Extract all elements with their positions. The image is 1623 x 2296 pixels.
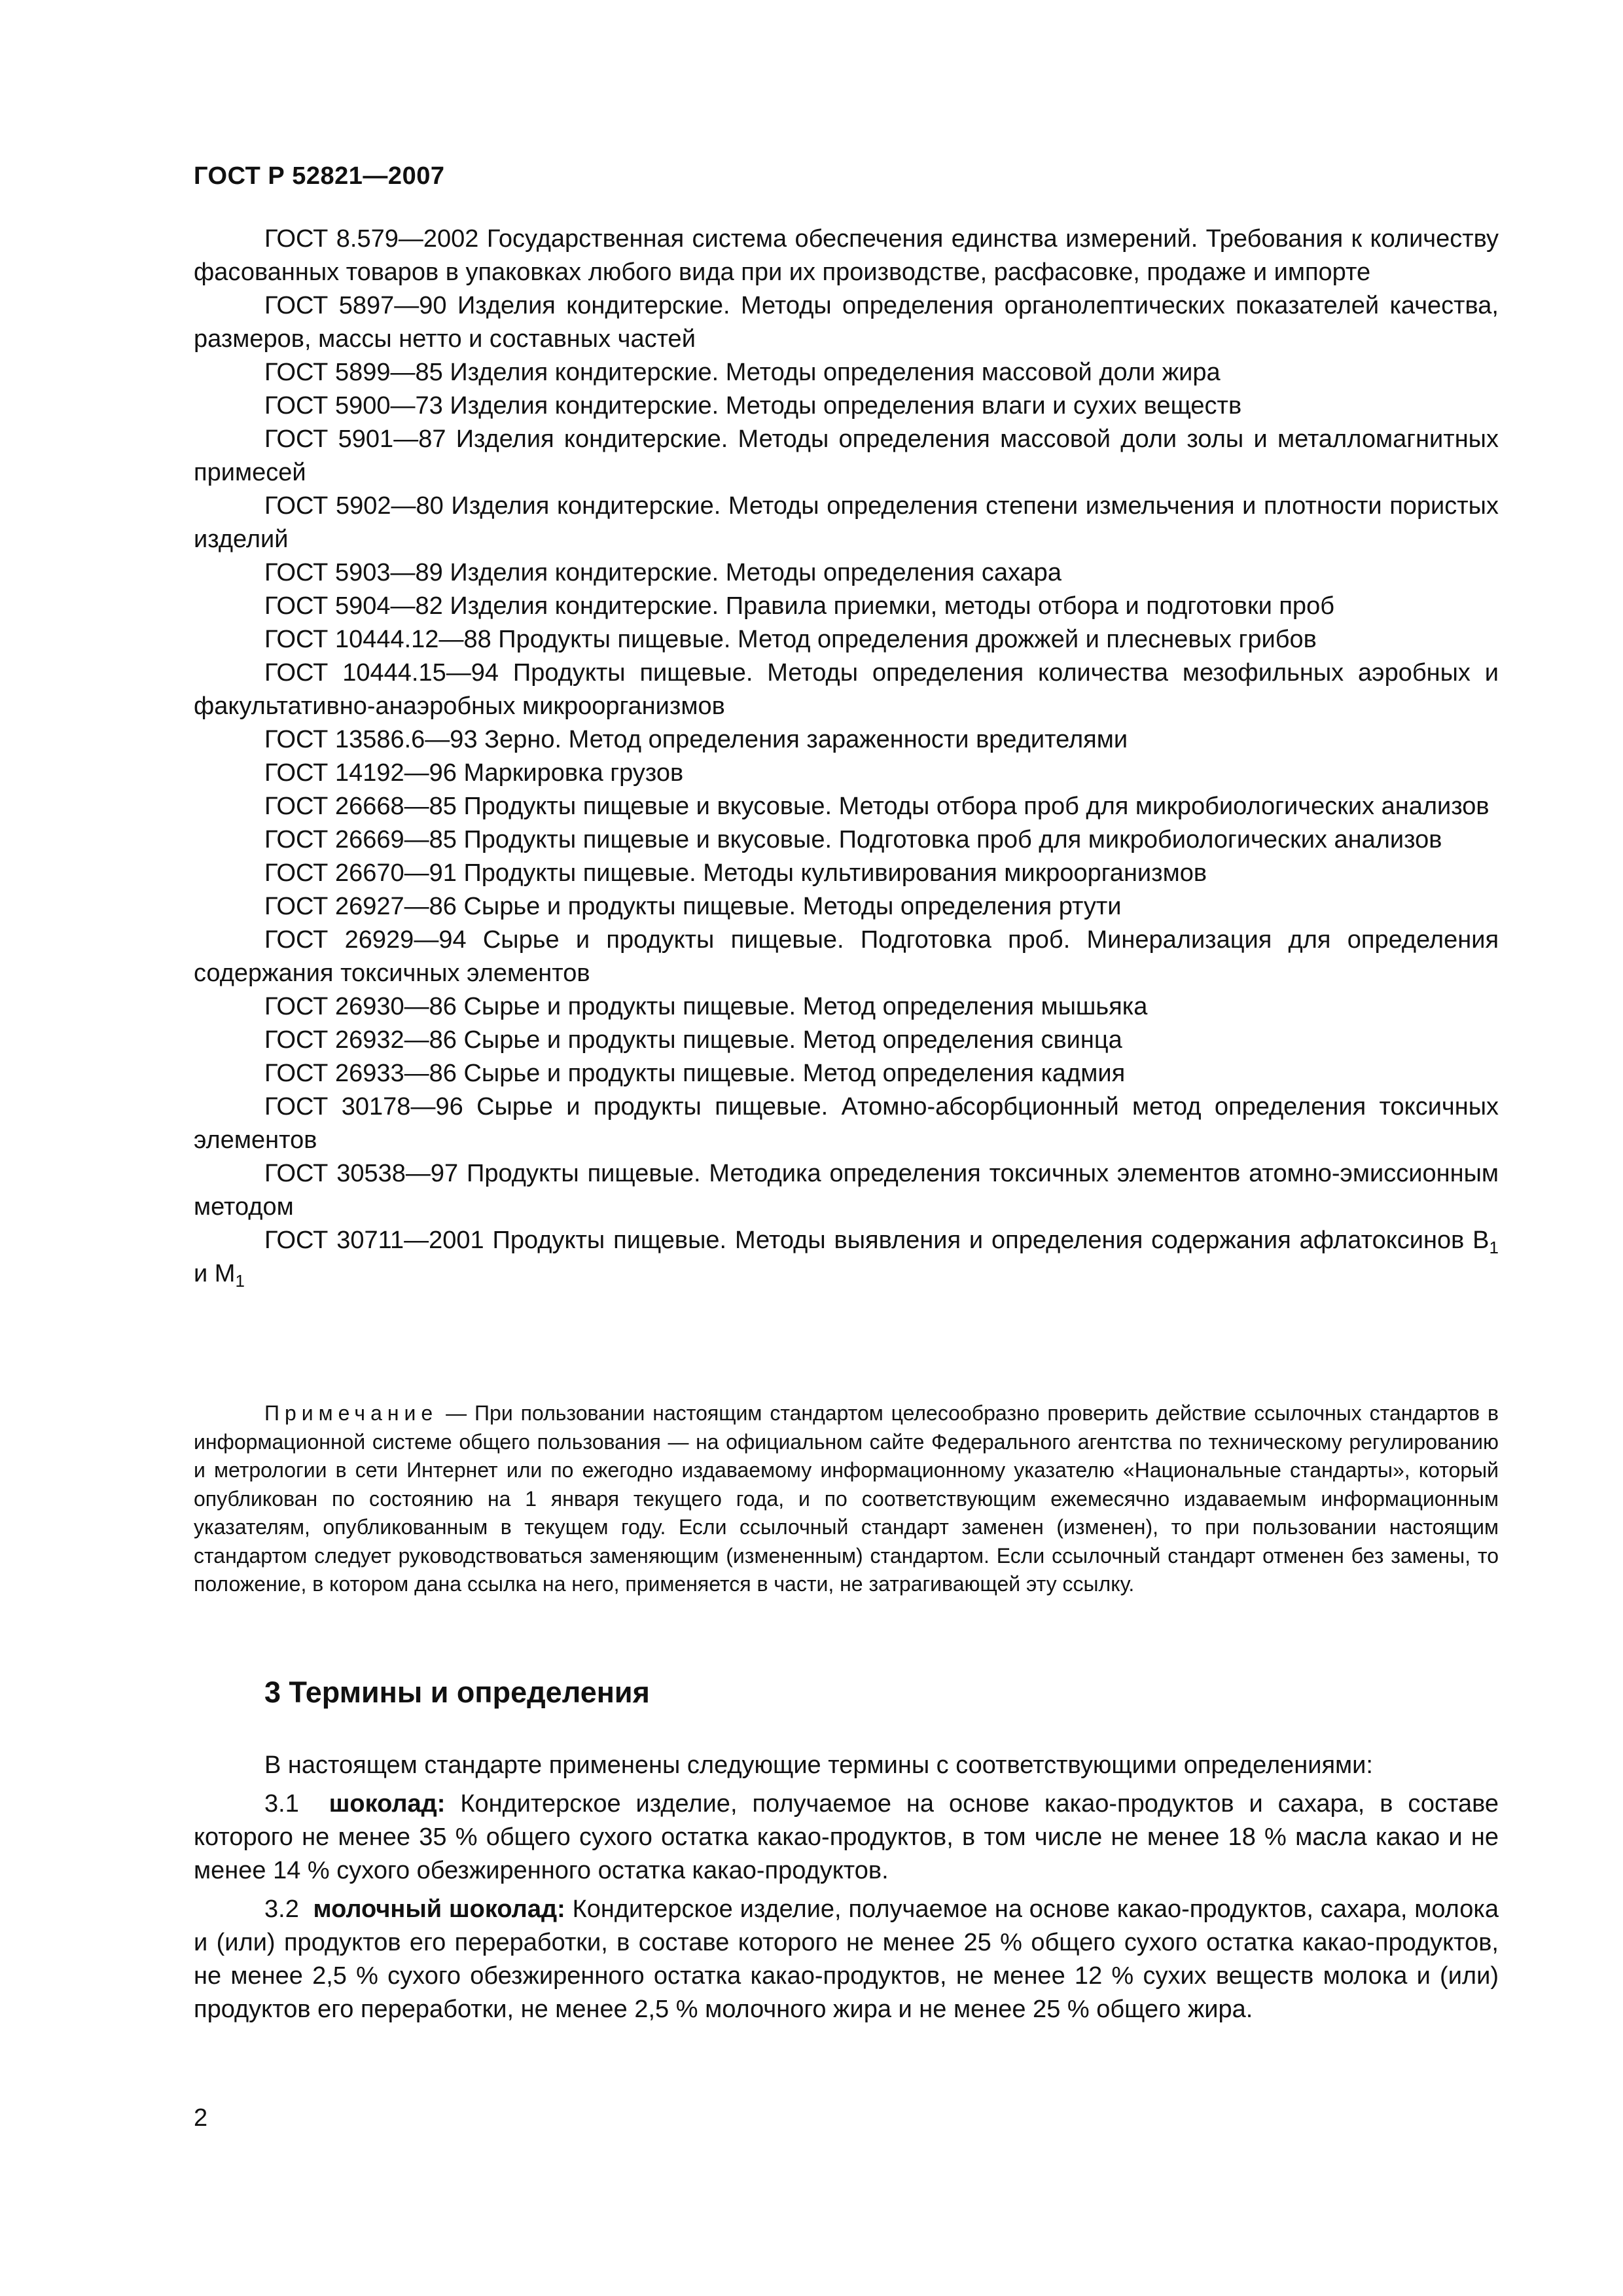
- terms-intro: В настоящем стандарте применены следующие термины с соответствующими определениями:: [264, 1751, 1373, 1779]
- terms-section: [194, 1749, 1499, 2032]
- note-label: Примечание: [264, 1401, 438, 1425]
- reference-code: ГОСТ 13586.6—93: [264, 726, 478, 753]
- reference-code: ГОСТ 5902—80: [264, 492, 444, 520]
- reference-title: Изделия кондитерские. Методы определения степени измельчения и плотности пористых изделий: [194, 492, 1499, 553]
- note-text: — При пользовании настоящим стандартом целесообразно проверить действие ссылочных стандартов в информационной системе общего пользования — на официальном сайте Федерального агентства по техническому регулированию и метрологии в сети Интернет или по ежегодно издаваемому информационному указателю «Национальные стандарты», который опубликован по состоянию на 1 января текущего года, и по соответствующим ежемесячно издаваемым информационным указателям, опубликованным в текущем году. Если ссылочный стандарт заменен (изменен), то при пользовании настоящим стандартом следует руководствоваться заменяющим (измененным) стандартом. Если ссылочный стандарт отменен без замены, то положение, в котором дана ссылка на него, применяется в части, не затрагивающей эту ссылку.: [194, 1401, 1499, 1596]
- reference-item: [194, 389, 1499, 423]
- section-heading: 3 Термины и определения: [264, 1676, 650, 1709]
- reference-code: ГОСТ 8.579—2002: [264, 225, 479, 253]
- term-definition: [194, 1893, 1499, 2026]
- reference-code: ГОСТ 26933—86: [264, 1060, 457, 1087]
- reference-code: ГОСТ 26668—85: [264, 793, 457, 820]
- reference-item: [194, 356, 1499, 389]
- reference-code: ГОСТ 5901—87: [264, 425, 446, 453]
- reference-item: [194, 723, 1499, 757]
- reference-title: Зерно. Метод определения зараженности вредителями: [484, 726, 1128, 753]
- reference-code: ГОСТ 5903—89: [264, 559, 443, 586]
- reference-code: ГОСТ 5897—90: [264, 292, 447, 319]
- reference-code: ГОСТ 26932—86: [264, 1026, 457, 1054]
- reference-item: [194, 857, 1499, 890]
- reference-item: [194, 757, 1499, 790]
- reference-title: Сырье и продукты пищевые. Методы определения ртути: [463, 893, 1122, 920]
- reference-code: ГОСТ 26670—91: [264, 859, 457, 887]
- reference-title: Сырье и продукты пищевые. Атомно-абсорбционный метод определения токсичных элементов: [194, 1093, 1499, 1154]
- reference-title: Продукты пищевые. Методы культивирования микроорганизмов: [463, 859, 1207, 887]
- reference-title: Изделия кондитерские. Правила приемки, методы отбора и подготовки проб: [450, 592, 1334, 620]
- term-text: Кондитерское изделие, получаемое на основе какао-продуктов и сахара, в составе которого не менее 35 % общего сухого остатка какао-продуктов, в том числе не менее 18 % масла какао и не менее 14 % сухого обезжиренного остатка какао-продуктов.: [194, 1790, 1499, 1884]
- reference-title: Изделия кондитерские. Методы определения массовой доли жира: [450, 359, 1221, 386]
- reference-code: ГОСТ 5900—73: [264, 392, 443, 420]
- subscript: 1: [235, 1271, 245, 1291]
- reference-title: Продукты пищевые и вкусовые. Подготовка проб для микробиологических анализов: [463, 826, 1442, 853]
- term-number: 3.2: [264, 1895, 299, 1923]
- reference-item: [194, 1090, 1499, 1157]
- reference-item: [194, 1024, 1499, 1057]
- reference-item: [194, 223, 1499, 289]
- reference-item: [194, 890, 1499, 924]
- reference-item: [194, 556, 1499, 590]
- reference-code: ГОСТ 10444.12—88: [264, 626, 491, 653]
- reference-code: ГОСТ 5904—82: [264, 592, 443, 620]
- subscript: 1: [1489, 1238, 1499, 1257]
- note-paragraph: [194, 1399, 1499, 1599]
- reference-title: Сырье и продукты пищевые. Подготовка проб. Минерализация для определения содержания токсичных элементов: [194, 926, 1499, 987]
- reference-item: [194, 289, 1499, 356]
- reference-title: Сырье и продукты пищевые. Метод определения мышьяка: [463, 993, 1148, 1020]
- reference-item: [194, 623, 1499, 656]
- reference-item: [194, 423, 1499, 490]
- term-name: молочный шоколад:: [313, 1895, 565, 1923]
- document-code-header: ГОСТ Р 52821—2007: [194, 162, 445, 190]
- reference-title: Маркировка грузов: [463, 759, 684, 787]
- term-number: 3.1: [264, 1790, 299, 1818]
- reference-title: Изделия кондитерские. Методы определения влаги и сухих веществ: [450, 392, 1242, 420]
- reference-item: [194, 990, 1499, 1024]
- reference-item: [194, 656, 1499, 723]
- reference-title: Сырье и продукты пищевые. Метод определения кадмия: [463, 1060, 1126, 1087]
- reference-code: ГОСТ 26929—94: [264, 926, 467, 954]
- reference-code: ГОСТ 10444.15—94: [264, 659, 499, 687]
- reference-item: [194, 924, 1499, 990]
- reference-title: Продукты пищевые. Методика определения токсичных элементов атомно-эмиссионным методом: [194, 1160, 1499, 1221]
- reference-code: ГОСТ 30178—96: [264, 1093, 463, 1121]
- reference-item: [194, 590, 1499, 623]
- reference-code: ГОСТ 30538—97: [264, 1160, 459, 1187]
- reference-code: ГОСТ 5899—85: [264, 359, 443, 386]
- reference-title-cont: и M: [194, 1260, 236, 1287]
- reference-title: Продукты пищевые. Методы определения количества мезофильных аэробных и факультативно-анаэробных микроорганизмов: [194, 659, 1499, 720]
- term-name: шоколад:: [329, 1790, 446, 1818]
- normative-references-list: [194, 223, 1499, 1291]
- reference-item: [194, 1057, 1499, 1090]
- page-number: 2: [194, 2104, 208, 2132]
- reference-title: Продукты пищевые. Методы выявления и определения содержания афлатоксинов B: [492, 1227, 1489, 1254]
- reference-item: [194, 823, 1499, 857]
- reference-item: [194, 1224, 1499, 1291]
- reference-title: Изделия кондитерские. Методы определения сахара: [450, 559, 1061, 586]
- reference-item: [194, 490, 1499, 556]
- term-definition: [194, 1787, 1499, 1888]
- reference-code: ГОСТ 26669—85: [264, 826, 457, 853]
- reference-item: [194, 1157, 1499, 1224]
- reference-title: Сырье и продукты пищевые. Метод определения свинца: [463, 1026, 1122, 1054]
- reference-code: ГОСТ 26930—86: [264, 993, 457, 1020]
- reference-code: ГОСТ 26927—86: [264, 893, 457, 920]
- reference-code: ГОСТ 14192—96: [264, 759, 457, 787]
- reference-title: Изделия кондитерские. Методы определения массовой доли золы и металломагнитных примесей: [194, 425, 1499, 486]
- reference-title: Изделия кондитерские. Методы определения органолептических показателей качества, размеров, массы нетто и составных частей: [194, 292, 1499, 353]
- reference-item: [194, 790, 1499, 823]
- term-text: Кондитерское изделие, получаемое на основе какао-продуктов, сахара, молока и (или) продуктов его переработки, в составе которого не менее 25 % общего сухого остатка какао-продуктов, не менее 2,5 % сухого обезжиренного остатка какао-продуктов, не менее 12 % сухих веществ молока и (или) продуктов его переработки, не менее 2,5 % молочного жира и не менее 25 % общего жира.: [194, 1895, 1499, 2023]
- reference-code: ГОСТ 30711—2001: [264, 1227, 484, 1254]
- reference-title: Государственная система обеспечения единства измерений. Требования к количеству фасованных товаров в упаковках любого вида при их производстве, расфасовке, продаже и импорте: [194, 225, 1499, 286]
- reference-title: Продукты пищевые и вкусовые. Методы отбора проб для микробиологических анализов: [463, 793, 1489, 820]
- reference-title: Продукты пищевые. Метод определения дрожжей и плесневых грибов: [498, 626, 1317, 653]
